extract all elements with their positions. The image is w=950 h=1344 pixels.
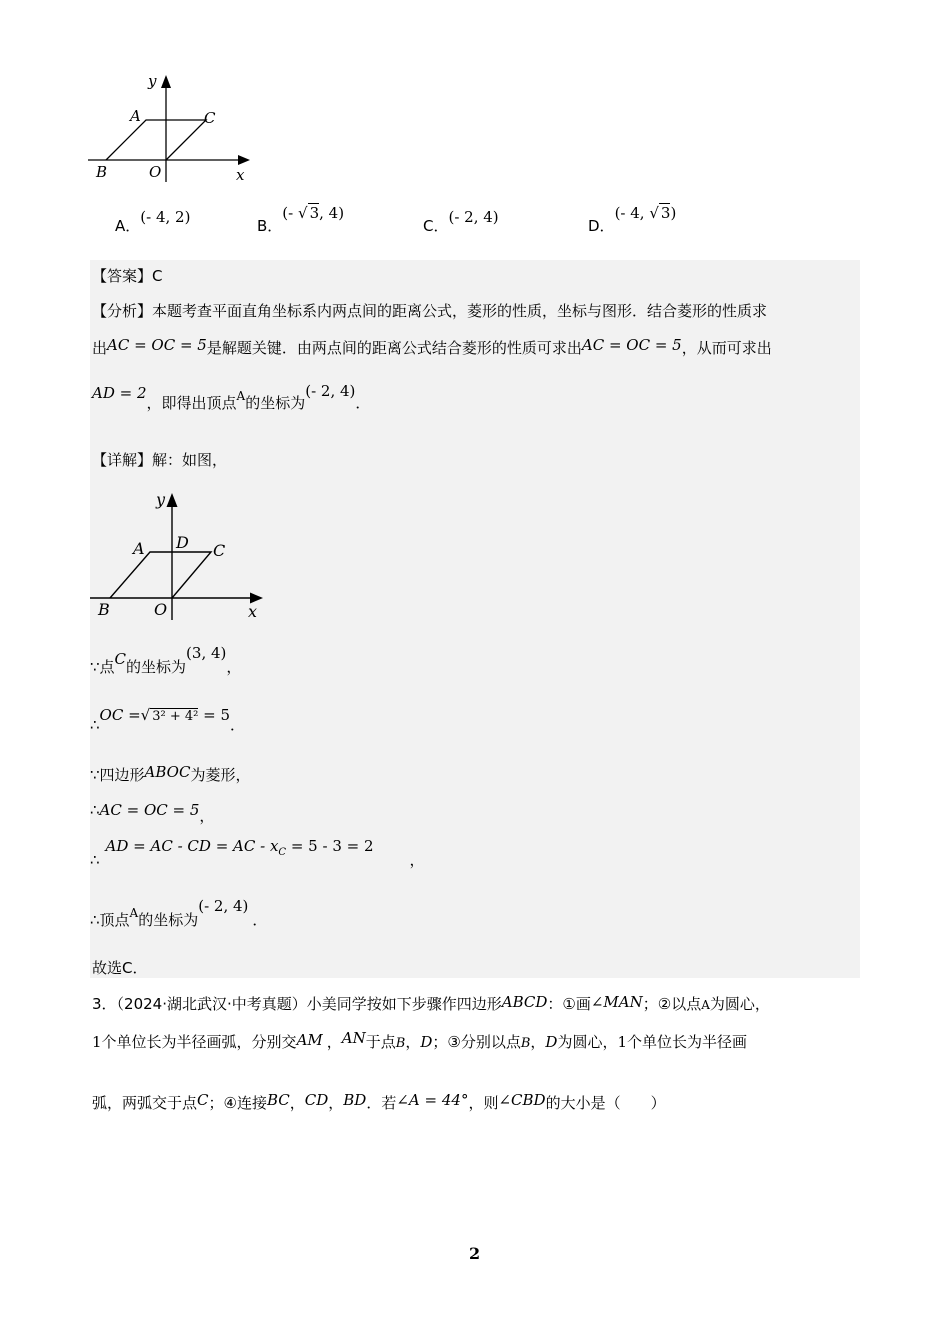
page-number: 2 xyxy=(469,1244,481,1263)
fig2-label-d: D xyxy=(176,533,189,552)
fig1-label-b: B xyxy=(96,163,108,181)
q3-text-3b: ；④连接 xyxy=(208,1094,267,1112)
analysis-text-2a: 出 xyxy=(92,339,108,357)
q3-point-d2: D xyxy=(545,1033,558,1051)
option-a[interactable] xyxy=(115,206,191,235)
detail-text-1b: 的坐标为 xyxy=(126,658,187,676)
q3-text-1a: 3．（2024·湖北武汉·中考真题）小美同学按如下步骤作四边形 xyxy=(92,995,502,1013)
detail-text-5b: ， xyxy=(409,851,425,869)
figure-rhombus-1 xyxy=(88,70,258,185)
q3-text-2c: 于点 xyxy=(365,1033,396,1051)
analysis-line-3 xyxy=(92,382,371,412)
q3-text-3d: ， xyxy=(328,1094,344,1112)
q3-point-b2: B xyxy=(520,1036,531,1051)
question3-line-1 xyxy=(92,993,770,1014)
q3-text-1d: 为圆心， xyxy=(709,995,770,1013)
q3-text-2d: ， xyxy=(405,1033,421,1051)
analysis-text-2c: ，从而可求出 xyxy=(681,339,772,357)
q3-point-a: A xyxy=(701,998,710,1012)
detail-text-1c: ， xyxy=(226,658,242,676)
analysis-text-3b: 的坐标为 xyxy=(245,394,306,412)
q3-point-b: B xyxy=(395,1036,406,1051)
detail-conclusion: 故选C． xyxy=(92,959,148,977)
analysis-eq-3: AD = 2 xyxy=(92,384,147,402)
fig2-label-a: A xyxy=(133,539,145,558)
option-b-letter: B． xyxy=(257,217,283,235)
q3-am: AM xyxy=(296,1031,323,1049)
option-b-value-pre: (- xyxy=(282,204,298,222)
option-d[interactable] xyxy=(588,202,677,235)
detail-line-intro xyxy=(92,449,227,470)
q3-angle-cbd: ∠CBD xyxy=(498,1091,546,1109)
fig1-label-x: x xyxy=(236,166,245,184)
detail-eq-2-root: 3² + 4² xyxy=(152,709,199,724)
option-c[interactable] xyxy=(423,206,499,235)
q3-name: ABCD xyxy=(501,993,548,1011)
sqrt-icon: √ xyxy=(140,706,151,724)
analysis-tag: 【分析】 xyxy=(92,302,153,320)
analysis-line-2 xyxy=(92,337,772,358)
detail-rhombus-name: ABOC xyxy=(144,763,191,781)
fig2-label-b: B xyxy=(98,600,110,619)
sqrt-icon: √ xyxy=(298,204,308,222)
q3-text-3g: 的大小是（ ） xyxy=(545,1094,666,1112)
sqrt-icon: √ xyxy=(649,204,659,222)
q3-point-d: D xyxy=(420,1033,433,1051)
analysis-eq-1: AC = OC = 5 xyxy=(107,336,207,354)
analysis-text-1: 本题考查平面直角坐标系内两点间的距离公式，菱形的性质，坐标与图形．结合菱形的性质求 xyxy=(152,302,768,320)
analysis-text-3a: ，即得出顶点 xyxy=(146,394,237,412)
detail-eq-2-pre: OC = xyxy=(99,706,141,724)
detail-text-2c: ． xyxy=(230,716,246,734)
detail-text-3a: ∵四边形 xyxy=(90,766,145,784)
detail-line-6 xyxy=(90,895,268,929)
fig1-label-o: O xyxy=(149,163,162,181)
analysis-text-3c: ． xyxy=(355,394,371,412)
detail-text-6a: ∴顶点 xyxy=(90,911,130,929)
detail-eq-5b: = 5 - 3 = 2 xyxy=(290,837,374,855)
answer-line xyxy=(92,265,163,286)
q3-text-2g: 为圆心， xyxy=(557,1033,618,1051)
analysis-text-2b: 是解题关键．由两点间的距离公式结合菱形的性质可求出 xyxy=(206,339,582,357)
option-d-value-post: ) xyxy=(670,204,677,222)
q3-angle: ∠MAN xyxy=(590,993,643,1011)
q3-text-3e: ．若 xyxy=(366,1094,397,1112)
detail-intro: 解：如图， xyxy=(152,451,228,469)
option-b-value-post: , 4) xyxy=(319,204,345,222)
q3-num-1: 1 xyxy=(92,1033,102,1051)
q3-text-2e: ；③分别以点 xyxy=(432,1033,521,1051)
detail-point-a: A xyxy=(129,906,139,920)
detail-coord-c: (3, 4) xyxy=(186,644,227,662)
q3-an: AN xyxy=(341,1029,366,1047)
question3-line-3 xyxy=(92,1092,666,1113)
fig1-label-c: C xyxy=(204,109,216,127)
q3-bd: BD xyxy=(343,1091,367,1109)
q3-text-1b: ：①画 xyxy=(547,995,591,1013)
fig1-label-y: y xyxy=(148,72,157,90)
q3-text-2b: ， xyxy=(326,1033,342,1051)
fig2-label-o: O xyxy=(154,600,168,619)
option-a-value: (- 4, 2) xyxy=(140,208,191,226)
detail-eq-2-post: = 5 xyxy=(203,706,231,724)
detail-eq-4: AC = OC = 5 xyxy=(99,801,200,819)
fig1-label-a: A xyxy=(130,107,141,125)
detail-text-2a: ∴ xyxy=(90,716,100,734)
q3-angle-a: ∠A = 44° xyxy=(396,1091,469,1109)
figure-rhombus-2 xyxy=(90,485,270,625)
detail-line-4 xyxy=(90,799,215,825)
analysis-eq-2: AC = OC = 5 xyxy=(581,336,682,354)
detail-text-5a: ∴ xyxy=(90,851,100,869)
q3-point-c: C xyxy=(197,1091,209,1109)
option-b-value-root: 3 xyxy=(309,204,320,222)
detail-line-5 xyxy=(90,835,425,869)
detail-coord-a: (- 2, 4) xyxy=(198,897,249,915)
detail-eq-5-sub: C xyxy=(278,847,287,858)
analysis-point-a: A xyxy=(236,389,246,403)
detail-text-3b: 为菱形， xyxy=(190,766,251,784)
option-d-value-pre: (- 4, xyxy=(614,204,650,222)
answer-tag: 【答案】 xyxy=(92,267,153,285)
q3-text-3f: ，则 xyxy=(468,1094,499,1112)
detail-line-1 xyxy=(90,642,242,676)
q3-num-2: 1 xyxy=(617,1033,627,1051)
detail-eq-5: AD = AC - CD = AC - x xyxy=(105,837,279,855)
q3-bc: BC xyxy=(266,1091,290,1109)
q3-text-1c: ；②以点 xyxy=(642,995,702,1013)
fig2-label-x: x xyxy=(248,602,258,621)
answer-value: C xyxy=(152,267,163,285)
option-c-value: (- 2, 4) xyxy=(448,208,499,226)
detail-text-6c: ． xyxy=(252,911,268,929)
detail-line-3 xyxy=(90,764,250,785)
detail-line-2 xyxy=(90,704,246,734)
option-b[interactable] xyxy=(257,202,345,235)
detail-point-c: C xyxy=(114,650,127,668)
option-c-letter: C． xyxy=(423,217,449,235)
q3-text-2f: ， xyxy=(530,1033,546,1051)
detail-text-4a: ∴ xyxy=(90,801,100,819)
analysis-line-1 xyxy=(92,300,767,321)
option-d-letter: D． xyxy=(588,217,615,235)
question3-line-2 xyxy=(92,1031,747,1052)
option-a-letter: A． xyxy=(115,217,141,235)
detail-text-4b: ， xyxy=(199,807,215,825)
detail-text-1a: ∵点 xyxy=(90,658,115,676)
detail-tag: 【详解】 xyxy=(92,451,153,469)
detail-text-6b: 的坐标为 xyxy=(138,911,199,929)
q3-text-2h: 个单位长为半径画 xyxy=(627,1033,748,1051)
fig2-label-y: y xyxy=(156,490,166,509)
fig2-label-c: C xyxy=(213,541,226,560)
q3-cd: CD xyxy=(304,1091,329,1109)
q3-text-3c: ， xyxy=(289,1094,305,1112)
analysis-coord: (- 2, 4) xyxy=(305,382,356,400)
q3-text-2a: 个单位长为半径画弧，分别交 xyxy=(101,1033,297,1051)
q3-text-3a: 弧，两弧交于点 xyxy=(92,1094,198,1112)
option-d-value-root: 3 xyxy=(660,204,671,222)
